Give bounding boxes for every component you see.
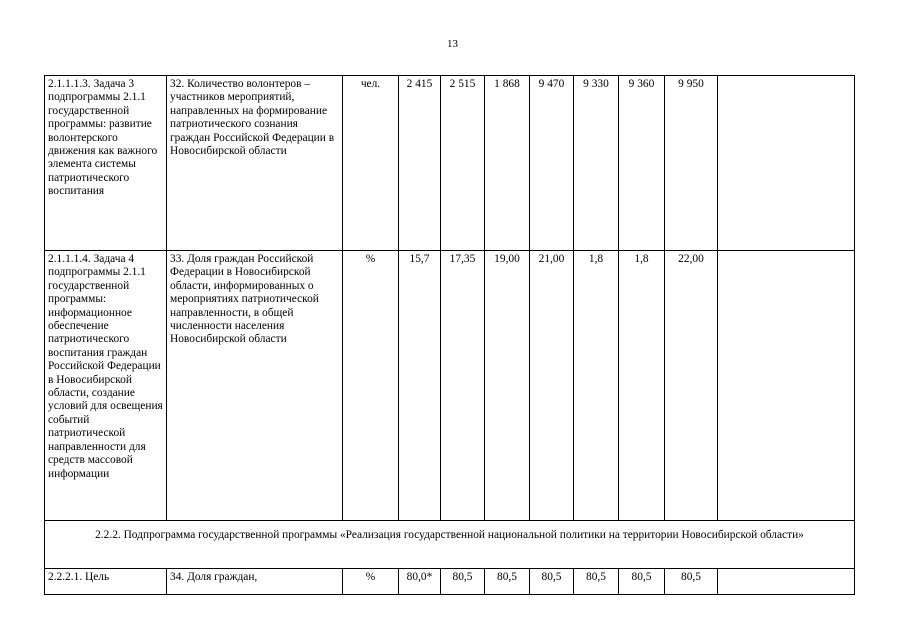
value-cell: 19,00 <box>485 251 530 521</box>
task-cell: 2.1.1.1.4. Задача 4 подпрограммы 2.1.1 государственной программы: информационное обеспечение патриотического воспитания граждан Российской Федерации в Новосибирской области, создание условий для освещения событий патриотической направленности для средств массовой информации <box>45 251 167 521</box>
value-cell: 1,8 <box>574 251 619 521</box>
table-row <box>45 569 855 595</box>
note-cell <box>718 76 855 251</box>
value-cell: 22,00 <box>665 251 718 521</box>
value-cell: 9 330 <box>574 76 619 251</box>
value-cell: 1 868 <box>485 76 530 251</box>
value-cell: 15,7 <box>399 251 441 521</box>
page-number: 13 <box>447 38 458 50</box>
unit-cell: % <box>343 569 399 595</box>
note-cell <box>718 251 855 521</box>
value-cell: 80,5 <box>530 569 574 595</box>
value-cell: 80,0* <box>399 569 441 595</box>
value-cell: 80,5 <box>574 569 619 595</box>
value-cell: 1,8 <box>619 251 665 521</box>
indicator-cell: 33. Доля граждан Российской Федерации в Новосибирской области, информированных о мероприятиях патриотической направленности, в общей численности населения Новосибирской области <box>167 251 343 521</box>
unit-cell: % <box>343 251 399 521</box>
indicator-cell: 32. Количество волонтеров – участников мероприятий, направленных на формирование патриотического сознания граждан Российской Федерации в Новосибирской области <box>167 76 343 251</box>
value-cell: 80,5 <box>665 569 718 595</box>
task-cell: 2.1.1.1.3. Задача 3 подпрограммы 2.1.1 государственной программы: развитие волонтерского движения как важного элемента системы патриотического воспитания <box>45 76 167 251</box>
indicators-table <box>44 75 855 595</box>
value-cell: 9 360 <box>619 76 665 251</box>
value-cell: 9 470 <box>530 76 574 251</box>
value-cell: 80,5 <box>441 569 485 595</box>
table-row <box>45 76 855 251</box>
indicator-cell: 34. Доля граждан, <box>167 569 343 595</box>
section-row <box>45 521 855 569</box>
value-cell: 2 515 <box>441 76 485 251</box>
value-cell: 9 950 <box>665 76 718 251</box>
value-cell: 80,5 <box>619 569 665 595</box>
unit-cell: чел. <box>343 76 399 251</box>
note-cell <box>718 569 855 595</box>
value-cell: 80,5 <box>485 569 530 595</box>
subprogram-header: 2.2.2. Подпрограмма государственной программы «Реализация государственной национальной политики на территории Новосибирской области» <box>45 521 855 569</box>
value-cell: 2 415 <box>399 76 441 251</box>
value-cell: 21,00 <box>530 251 574 521</box>
value-cell: 17,35 <box>441 251 485 521</box>
table-row <box>45 251 855 521</box>
task-cell: 2.2.2.1. Цель <box>45 569 167 595</box>
